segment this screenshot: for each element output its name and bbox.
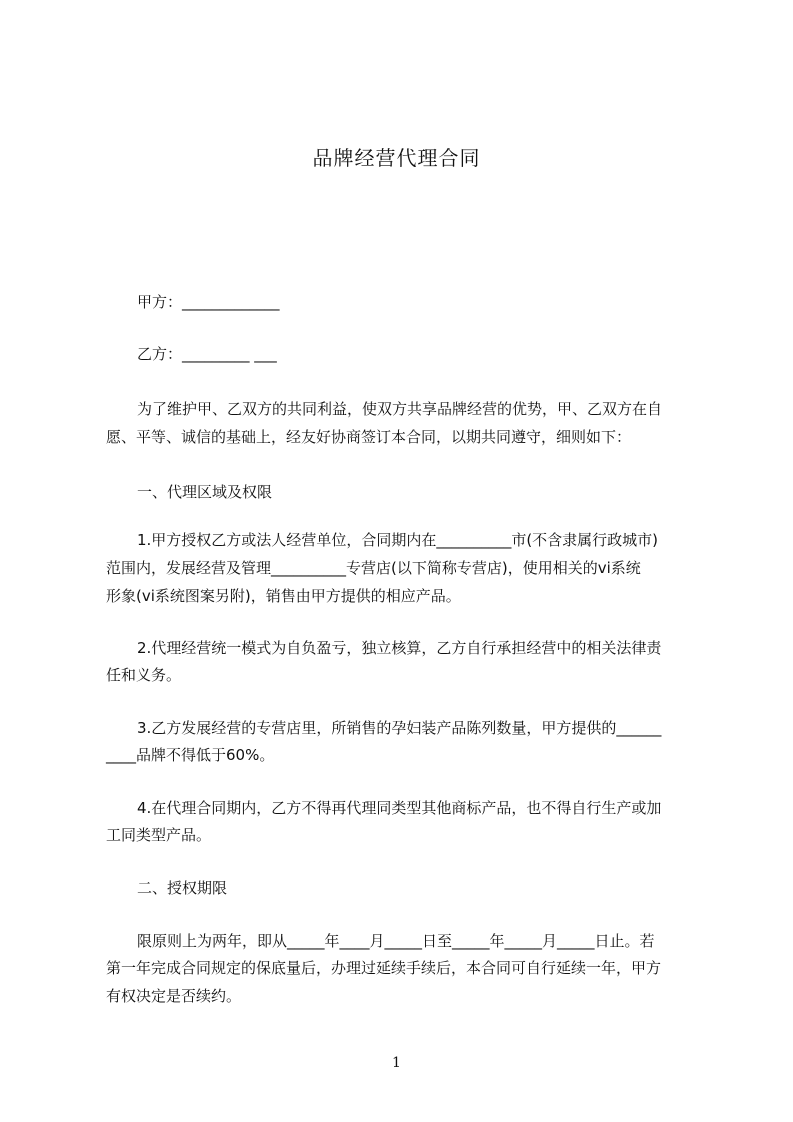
clause-4-line-1: 4.在代理合同期内，乙方不得再代理同类型其他商标产品，也不得自行生产或加: [137, 799, 662, 817]
clause-4-line-2: 工同类型产品。: [106, 826, 212, 844]
preamble-line-1: 为了维护甲、乙双方的共同利益，使双方共享品牌经营的优势，甲、乙双方在自: [137, 400, 663, 418]
clause-1-line-3: 形象(vi系统图案另附)，销售由甲方提供的相应产品。: [106, 587, 461, 605]
term-line-1: 限原则上为两年，即从_____年____月_____日至_____年_____月_____日止。若: [137, 932, 655, 950]
section-heading-2: 二、授权期限: [137, 879, 228, 897]
term-line-2: 第一年完成合同规定的保底量后，办理过延续手续后，本合同可自行延续一年，甲方: [106, 959, 662, 977]
clause-3-line-1: 3.乙方发展经营的专营店里，所销售的孕妇装产品陈列数量，甲方提供的______: [137, 719, 662, 737]
preamble-line-2: 愿、平等、诚信的基础上，经友好协商签订本合同，以期共同遵守，细则如下：: [106, 428, 632, 446]
party-b-line: 乙方：_________ ___: [137, 345, 277, 363]
term-line-3: 有权决定是否续约。: [106, 987, 242, 1005]
clause-2-line-1: 2.代理经营统一模式为自负盈亏，独立核算，乙方自行承担经营中的相关法律责: [137, 639, 662, 657]
clause-3-line-2: ____品牌不得低于60%。: [106, 746, 275, 764]
document-title: 品牌经营代理合同: [312, 146, 481, 170]
clause-2-line-2: 任和义务。: [106, 666, 182, 684]
section-heading-1: 一、代理区域及权限: [137, 483, 273, 501]
page-number: 1: [392, 1055, 401, 1071]
clause-1-line-1: 1.甲方授权乙方或法人经营单位，合同期内在__________市(不含隶属行政城市): [137, 531, 659, 549]
clause-1-line-2: 范围内，发展经营及管理__________专营店(以下简称专营店)，使用相关的vi系统: [106, 559, 641, 577]
party-a-line: 甲方：_____________: [137, 293, 280, 311]
